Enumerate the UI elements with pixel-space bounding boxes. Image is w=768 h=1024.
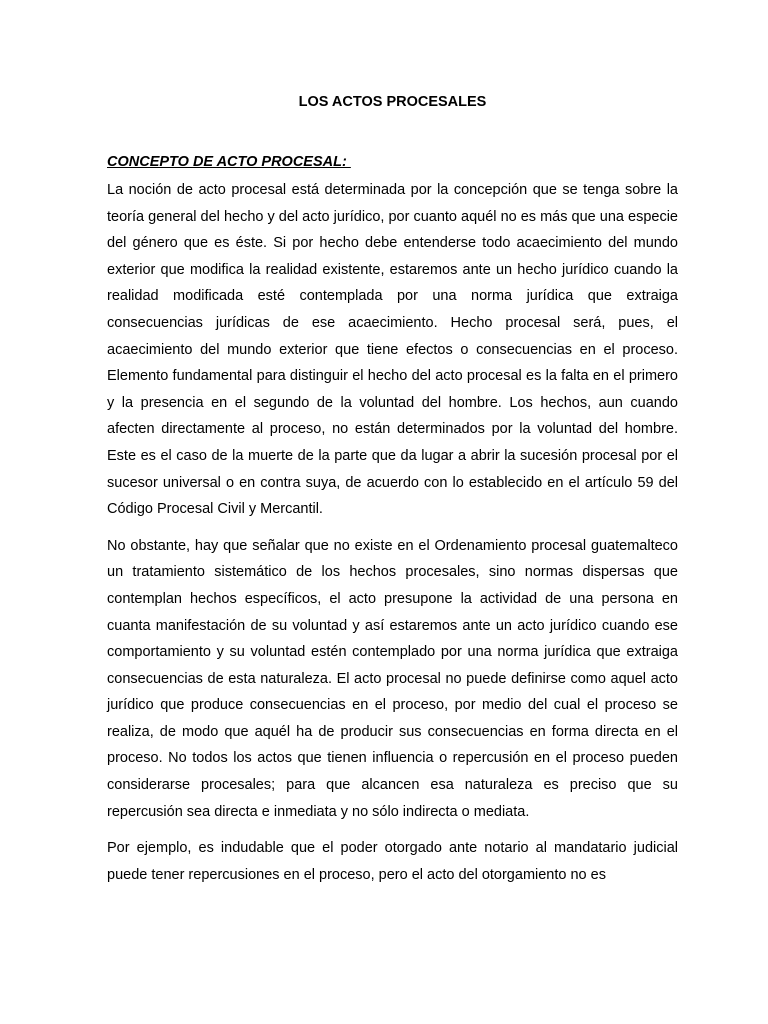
section-heading: CONCEPTO DE ACTO PROCESAL: bbox=[107, 154, 351, 170]
paragraph-3: Por ejemplo, es indudable que el poder otorgado ante notario al mandatario judicial puede tener repercusiones en el proceso, pero el acto del otorgamiento no es bbox=[107, 840, 678, 883]
document-body bbox=[107, 177, 678, 898]
paragraph-2: No obstante, hay que señalar que no existe en el Ordenamiento procesal guatemalteco un tratamiento sistemático de los hechos procesales, sino normas dispersas que contemplan hechos específicos, el acto presupone la actividad de una persona en cuanta manifestación de su voluntad y así estaremos ante un acto jurídico cuando ese comportamiento y su voluntad estén contemplado por una norma jurídica que extraiga consecuencias de esta naturaleza. El acto procesal no puede definirse como aquel acto jurídico que produce consecuencias en el proceso, por medio del cual el proceso se realiza, de modo que aquél ha de producir sus consecuencias en forma directa en el proceso. No todos los actos que tienen influencia o repercusión en el proceso pueden considerarse procesales; para que alcancen esa naturaleza es preciso que su repercusión sea directa e inmediata y no sólo indirecta o mediata. bbox=[107, 537, 678, 820]
paragraph-1: La noción de acto procesal está determinada por la concepción que se tenga sobre la teoría general del hecho y del acto jurídico, por cuanto aquél no es más que una especie del género que es éste. Si por hecho debe entenderse todo acaecimiento del mundo exterior que modifica la realidad existente, estaremos ante un hecho jurídico cuando la realidad modificada esté contemplada por una norma jurídica que extraiga consecuencias jurídicas de ese acaecimiento. Hecho procesal será, pues, el acaecimiento del mundo exterior que tiene efectos o consecuencias en el proceso. Elemento fundamental para distinguir el hecho del acto procesal es la falta en el primero y la presencia en el segundo de la voluntad del hombre. Los hechos, aun cuando afecten directamente al proceso, no están determinados por la voluntad del hombre. Este es el caso de la muerte de la parte que da lugar a abrir la sucesión procesal por el sucesor universal o en contra suya, de acuerdo con lo establecido en el artículo 59 del Código Procesal Civil y Mercantil. bbox=[107, 182, 678, 518]
document-title: LOS ACTOS PROCESALES bbox=[298, 94, 487, 110]
